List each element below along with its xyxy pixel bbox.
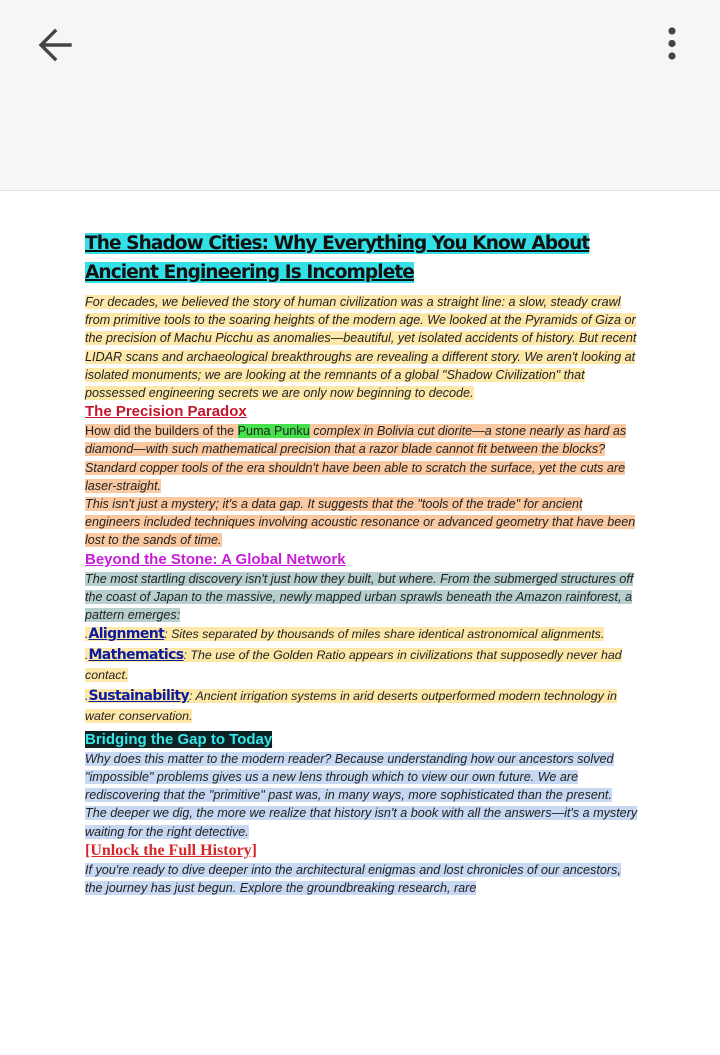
unlock-full-history-link[interactable]: [Unlock the Full History] <box>85 841 257 859</box>
arrow-left-icon <box>30 24 78 66</box>
bullet-sustainability: .Sustainability: Ancient irrigation systems in arid deserts outperformed modern technology in water conservation. <box>85 687 617 724</box>
bridging-paragraph-1: Why does this matter to the modern reader? Because understanding how our ancestors solved "impossible" problems gives us a new lens through which to view our own future. We are rediscovering that the "primitive" past was, in many ways, more sophisticated than the present. <box>85 751 614 803</box>
highlighted-term-puma-punku: Puma Punku <box>237 424 310 439</box>
back-button[interactable] <box>30 24 78 66</box>
bullet-mathematics: .Mathematics: The use of the Golden Ratio appears in civilizations that supposedly never had contact. <box>85 646 622 683</box>
document-content <box>85 229 640 897</box>
more-vertical-icon <box>650 22 694 66</box>
more-options-button[interactable] <box>650 22 694 66</box>
global-network-paragraph: The most startling discovery isn't just how they built, but where. From the submerged structures off the coast of Japan to the massive, newly mapped urban sprawls beneath the Amazon rainforest, a pattern emerges: <box>85 571 634 623</box>
document-page <box>0 190 720 1055</box>
bullet-alignment: .Alignment: Sites separated by thousands of miles share identical astronomical alignments. <box>85 626 605 643</box>
section-heading-precision-paradox: The Precision Paradox <box>85 403 247 421</box>
intro-paragraph: For decades, we believed the story of human civilization was a straight line: a slow, steady crawl from primitive tools to the soaring heights of the modern age. We looked at the Pyramids of Giza or the precision of Machu Picchu as anomalies—beautiful, yet isolated accidents of history. But recent LIDAR scans and archaeological breakthroughs are revealing a different story. We aren't looking at isolated monuments; we are looking at the remnants of a global "Shadow Civilization" that possessed engineering secrets we are only now beginning to decode. <box>85 295 637 401</box>
bridging-paragraph-2: The deeper we dig, the more we realize that history isn't a book with all the answers—it's a mystery waiting for the right detective. <box>85 806 638 839</box>
article-title: The Shadow Cities: Why Everything You Know About Ancient Engineering Is Incomplete <box>85 233 590 283</box>
app-bar <box>0 0 720 90</box>
precision-paragraph-1: How did the builders of the Puma Punku complex in Bolivia cut diorite—a stone nearly as hard as diamond—with such mathematical precision that a razor blade cannot fit between the blocks? Standard copper tools of the era shouldn't have been able to scratch the surface, yet the cuts are laser-straight. <box>85 424 627 493</box>
section-heading-global-network: Beyond the Stone: A Global Network <box>85 550 346 568</box>
section-heading-bridging-gap: Bridging the Gap to Today <box>85 730 273 748</box>
closing-paragraph: If you're ready to dive deeper into the architectural enigmas and lost chronicles of our ancestors, the journey has just begun. Explore the groundbreaking research, rare <box>85 862 621 895</box>
precision-paragraph-2: This isn't just a mystery; it's a data gap. It suggests that the "tools of the trade" for ancient engineers included techniques involving acoustic resonance or advanced geometry that have been lost to the sands of time. <box>85 497 636 548</box>
